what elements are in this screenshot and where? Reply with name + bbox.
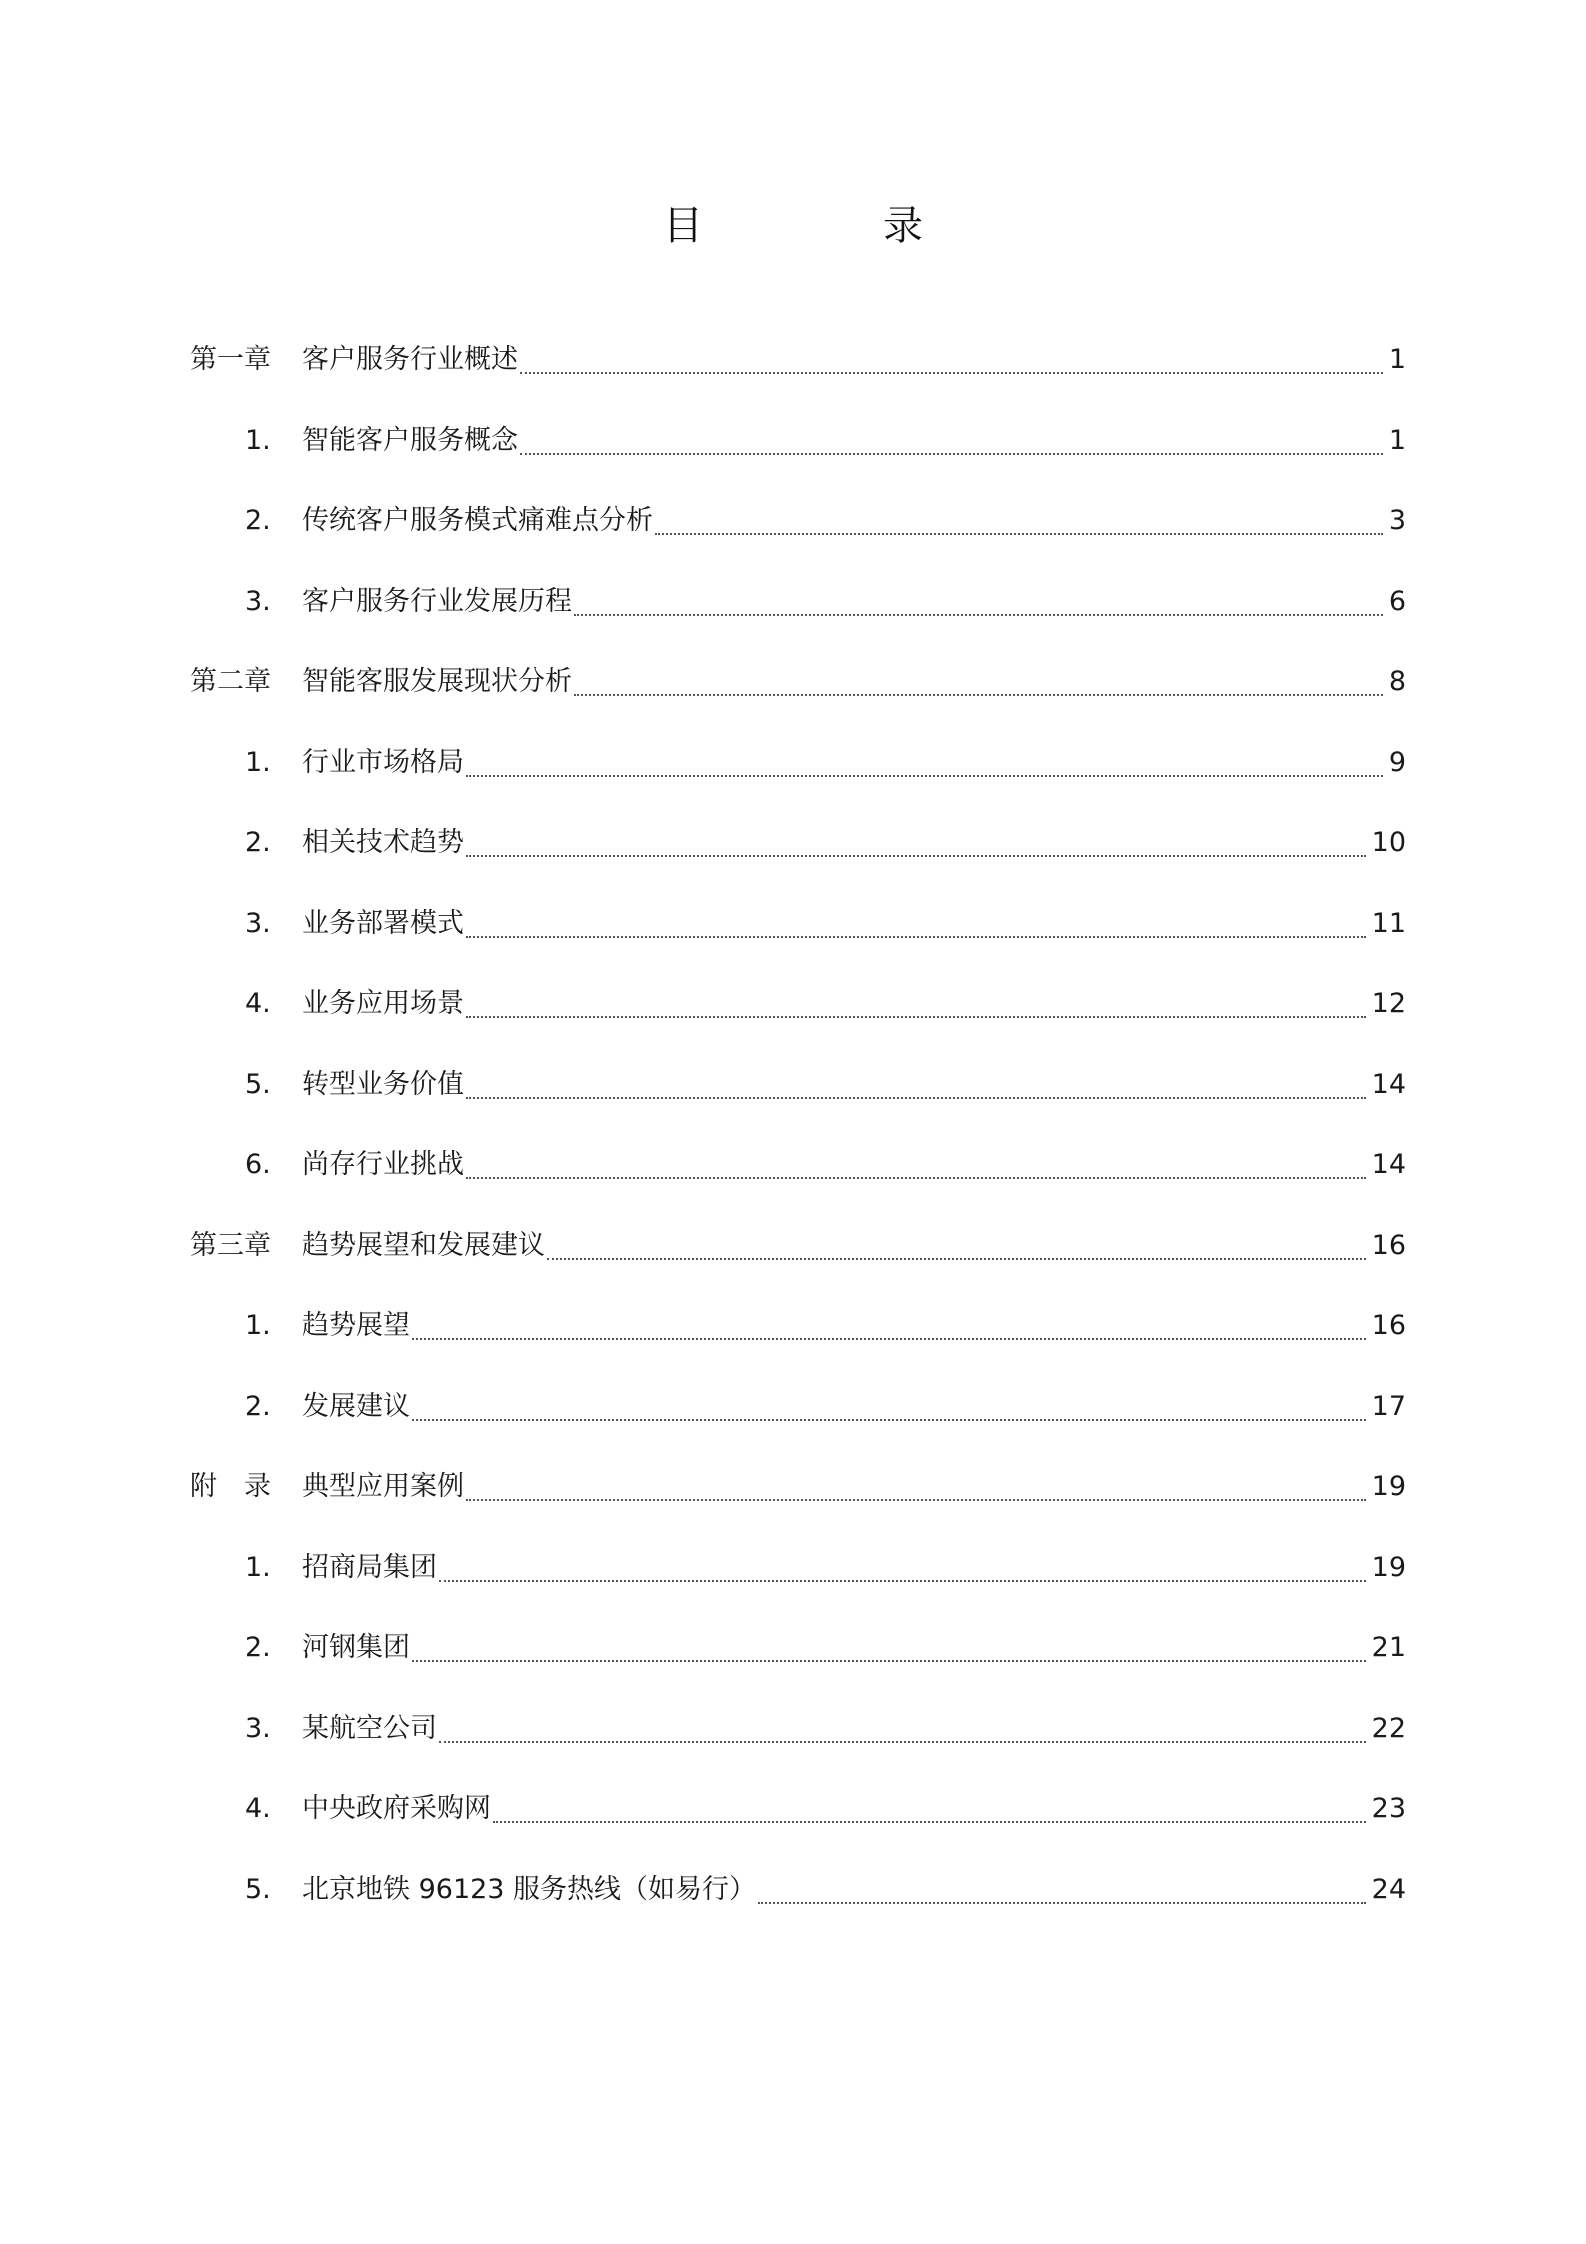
dot-leader [520, 413, 1383, 455]
dot-leader [466, 735, 1383, 777]
toc-entry-number: 3. [245, 585, 271, 617]
dot-leader [412, 1620, 1366, 1662]
toc-entry-label [190, 332, 518, 388]
toc-entry-number: 3. [245, 1712, 271, 1744]
toc-entry-number: 第一章 [190, 344, 271, 375]
toc-entry-label [190, 1379, 410, 1435]
dot-leader [466, 1137, 1366, 1179]
toc-entry[interactable] [190, 1540, 1406, 1621]
toc-entry-label [190, 574, 572, 630]
toc-entry-page: 21 [1371, 1632, 1406, 1663]
toc-entry[interactable] [190, 976, 1406, 1057]
toc-entry-number: 2. [245, 1390, 271, 1422]
toc-entry-label [190, 1540, 437, 1596]
toc-entry-number: 1. [245, 424, 271, 456]
toc-entry-page: 17 [1371, 1390, 1406, 1422]
toc-entry-number: 5. [245, 1873, 271, 1905]
toc-entry[interactable] [190, 1379, 1406, 1460]
toc-entry[interactable] [190, 413, 1406, 494]
toc-entry-label [190, 735, 464, 791]
toc-entry-text: 典型应用案例 [302, 1471, 464, 1502]
toc-entry-number: 5. [245, 1068, 271, 1100]
dot-leader [466, 815, 1366, 857]
toc-entry[interactable] [190, 332, 1406, 413]
toc-entry-page: 3 [1388, 505, 1406, 536]
toc-entry-page: 8 [1388, 666, 1406, 697]
dot-leader [466, 1057, 1366, 1099]
toc-entry-label [190, 976, 464, 1032]
toc-entry-page: 19 [1371, 1471, 1406, 1502]
toc-entry-text: 业务应用场景 [302, 988, 464, 1019]
toc-entry-label [190, 1459, 464, 1515]
toc-entry-number: 2. [245, 827, 271, 858]
toc-entry-label [190, 1781, 491, 1837]
toc-entry[interactable] [190, 1781, 1406, 1862]
toc-entry-text: 某航空公司 [302, 1712, 437, 1744]
dot-leader [412, 1379, 1366, 1421]
dot-leader [547, 1218, 1366, 1260]
toc-entry-text: 招商局集团 [302, 1551, 437, 1583]
dot-leader [412, 1298, 1366, 1340]
toc-entry-text: 趋势展望 [302, 1310, 410, 1341]
toc-entry-number: 2. [245, 1632, 271, 1663]
toc-entry[interactable] [190, 1298, 1406, 1379]
toc-entry-number: 1. [245, 1551, 271, 1583]
toc-entry[interactable] [190, 1459, 1406, 1540]
toc-entry-page: 23 [1371, 1793, 1406, 1824]
dot-leader [466, 896, 1366, 938]
toc-entry-text: 转型业务价值 [302, 1068, 464, 1100]
toc-entry-text: 智能客户服务概念 [302, 424, 518, 456]
dot-leader [439, 1540, 1366, 1582]
toc-entry-page: 6 [1388, 585, 1406, 617]
dot-leader [655, 493, 1383, 535]
toc-entry-label [190, 493, 653, 549]
dot-leader [574, 654, 1383, 696]
toc-entry-number: 6. [245, 1149, 271, 1180]
toc-entry[interactable] [190, 1137, 1406, 1218]
toc-entry-text: 传统客户服务模式痛难点分析 [302, 505, 653, 536]
toc-entry[interactable] [190, 1620, 1406, 1701]
toc-entry-page: 16 [1371, 1310, 1406, 1341]
dot-leader [466, 976, 1366, 1018]
toc-entry-label [190, 1137, 464, 1193]
toc-entry-page: 19 [1371, 1551, 1406, 1583]
toc-entry-label [190, 654, 572, 710]
toc-entry-label [190, 1057, 464, 1113]
toc-entry-page: 12 [1371, 988, 1406, 1019]
toc-entry-page: 1 [1388, 424, 1406, 456]
dot-leader [520, 332, 1383, 374]
toc-entry-text: 尚存行业挑战 [302, 1149, 464, 1180]
toc-entry[interactable] [190, 1862, 1406, 1943]
toc-entry-page: 11 [1371, 907, 1406, 939]
toc-entry-label [190, 413, 518, 469]
toc-entry-number: 4. [245, 988, 271, 1019]
toc-entry-text: 客户服务行业发展历程 [302, 585, 572, 617]
dot-leader [493, 1781, 1366, 1823]
toc-entry-number: 1. [245, 746, 271, 778]
toc-entry-page: 14 [1371, 1149, 1406, 1180]
dot-leader [439, 1701, 1366, 1743]
toc-entry-text: 河钢集团 [302, 1632, 410, 1663]
toc-entry-page: 1 [1388, 344, 1406, 375]
toc-entry-text: 北京地铁 96123 服务热线（如易行） [302, 1873, 757, 1905]
toc-entry-label [190, 896, 464, 952]
toc-entry-number: 4. [245, 1793, 271, 1824]
toc-entry[interactable] [190, 815, 1406, 896]
toc-entry-number: 3. [245, 907, 271, 939]
toc-entry[interactable] [190, 1057, 1406, 1138]
toc-entry-page: 14 [1371, 1068, 1406, 1100]
toc-entry-label [190, 815, 464, 871]
toc-entry[interactable] [190, 735, 1406, 816]
toc-entry-text: 智能客服发展现状分析 [302, 666, 572, 697]
dot-leader [574, 574, 1383, 616]
page-title: 目 录 [663, 203, 993, 249]
toc-entry-text: 中央政府采购网 [302, 1793, 491, 1824]
toc-entry-label [190, 1620, 410, 1676]
toc-entry-label [190, 1218, 545, 1274]
toc-entry-number: 第二章 [190, 666, 271, 697]
toc-entry-number: 附 录 [190, 1471, 271, 1502]
toc-entry-page: 9 [1388, 746, 1406, 778]
toc-entry-text: 客户服务行业概述 [302, 344, 518, 375]
toc-entry-text: 行业市场格局 [302, 746, 464, 778]
toc-entry-text: 业务部署模式 [302, 907, 464, 939]
toc-entry-page: 16 [1371, 1229, 1406, 1261]
toc-entry-page: 24 [1371, 1873, 1406, 1905]
toc-entry-number: 2. [245, 505, 271, 536]
toc-entry-page: 22 [1371, 1712, 1406, 1744]
toc-entry[interactable] [190, 896, 1406, 977]
dot-leader [466, 1459, 1366, 1501]
toc-entry-number: 1. [245, 1310, 271, 1341]
toc-entry[interactable] [190, 1701, 1406, 1782]
toc-entry-number: 第三章 [190, 1229, 271, 1261]
toc-entry-page: 10 [1371, 827, 1406, 858]
toc-entry-text: 趋势展望和发展建议 [302, 1229, 545, 1261]
dot-leader [758, 1862, 1366, 1904]
toc-entry-label [190, 1298, 410, 1354]
toc-entry[interactable] [190, 574, 1406, 655]
toc-entry-label [190, 1701, 437, 1757]
toc-entry[interactable] [190, 654, 1406, 735]
toc-entry-text: 发展建议 [302, 1390, 410, 1422]
toc-entry[interactable] [190, 493, 1406, 574]
toc-entry-text: 相关技术趋势 [302, 827, 464, 858]
toc-entry[interactable] [190, 1218, 1406, 1299]
toc-list [190, 332, 1406, 1942]
toc-entry-label [190, 1862, 756, 1918]
